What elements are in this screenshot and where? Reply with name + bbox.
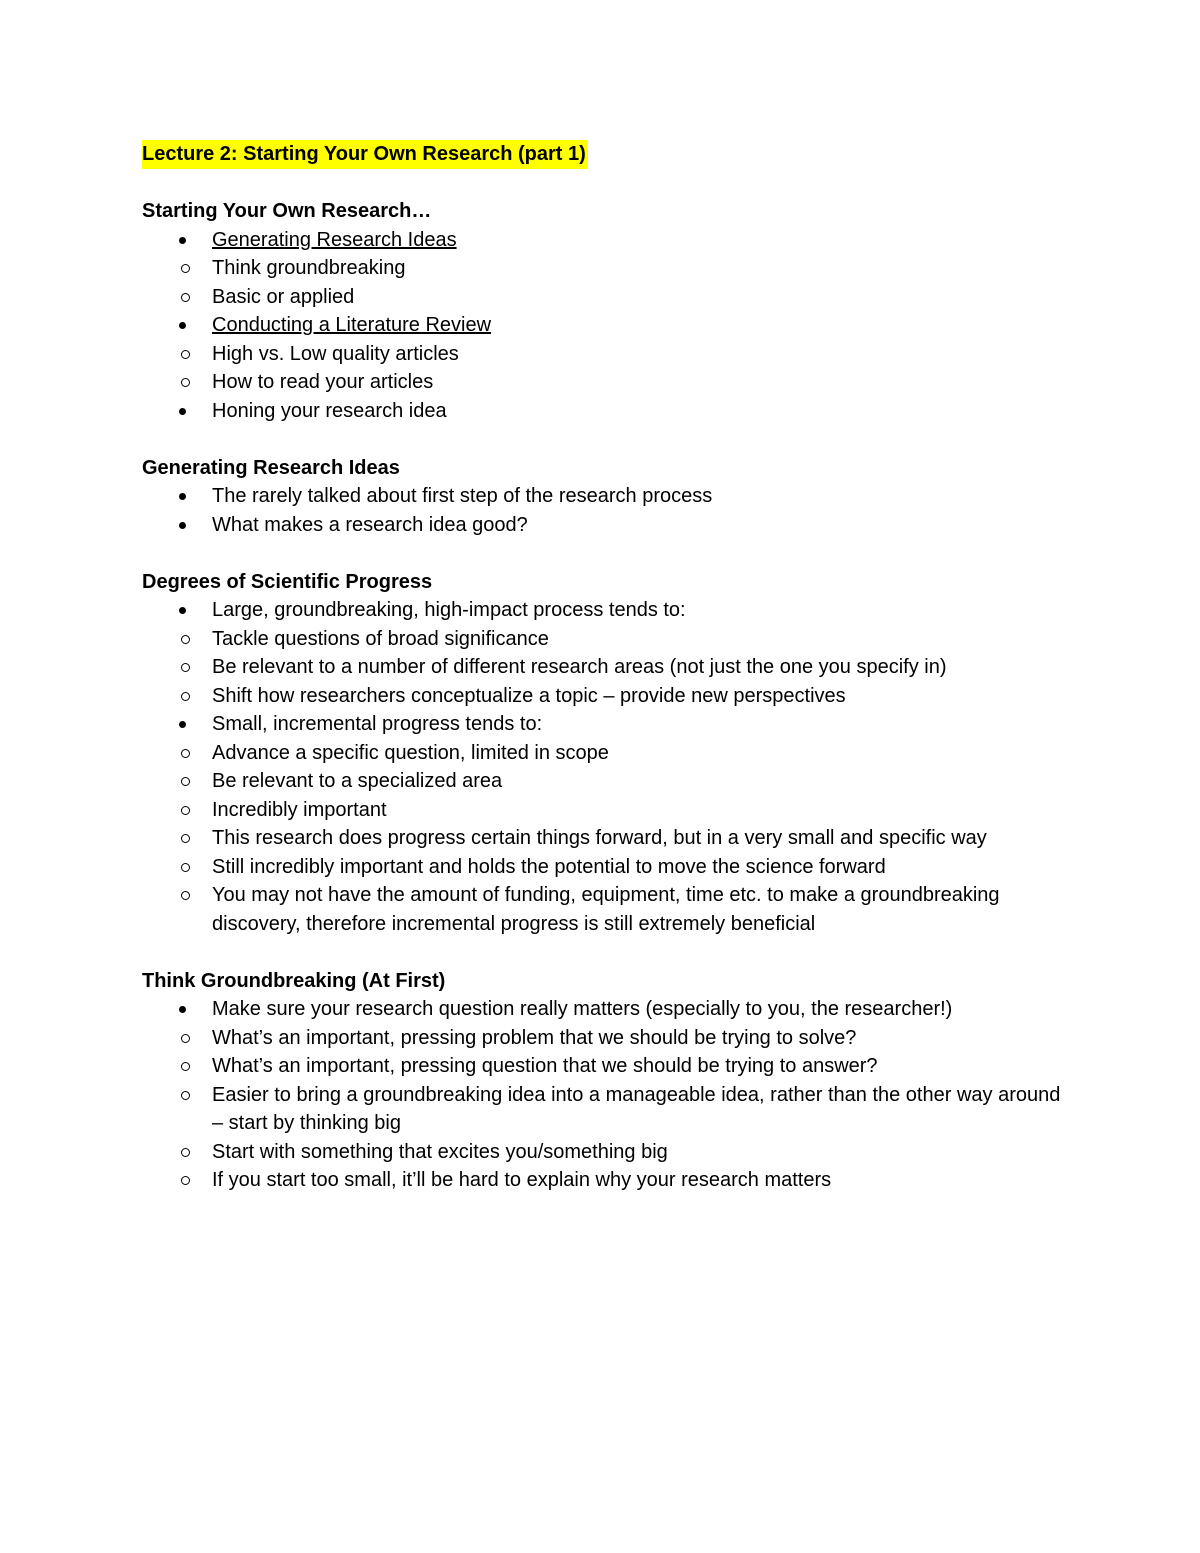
sub-list-item: Advance a specific question, limited in scope bbox=[212, 739, 1062, 768]
list-item: Large, groundbreaking, high-impact process tends to: bbox=[142, 596, 1062, 625]
bullet-list bbox=[142, 226, 1062, 426]
sub-list-item: Be relevant to a specialized area bbox=[212, 767, 1062, 796]
sub-list-item: Incredibly important bbox=[212, 796, 1062, 825]
sub-list bbox=[212, 340, 1062, 397]
bullet-list bbox=[142, 995, 1062, 1195]
sub-list-item: What’s an important, pressing question that we should be trying to answer? bbox=[212, 1052, 1062, 1081]
sub-list-item: This research does progress certain things forward, but in a very small and specific way bbox=[212, 824, 1062, 853]
sub-list bbox=[212, 254, 1062, 311]
section-heading: Degrees of Scientific Progress bbox=[142, 570, 433, 593]
bullet-list bbox=[142, 596, 1062, 938]
section-heading: Think Groundbreaking (At First) bbox=[142, 969, 446, 992]
lecture-title: Lecture 2: Starting Your Own Research (part 1) bbox=[142, 140, 1062, 169]
sub-list bbox=[212, 625, 1062, 711]
sub-list-item: Easier to bring a groundbreaking idea into a manageable idea, rather than the other way around – start by thinking big bbox=[212, 1081, 1062, 1138]
list-item: Generating Research Ideas bbox=[142, 226, 1062, 255]
sub-list-item: You may not have the amount of funding, equipment, time etc. to make a groundbreaking discovery, therefore incremental progress is still extremely beneficial bbox=[212, 881, 1062, 938]
section-heading: Generating Research Ideas bbox=[142, 456, 400, 479]
list-item: What makes a research idea good? bbox=[142, 511, 1062, 540]
sub-list bbox=[212, 1024, 1062, 1195]
sub-list bbox=[212, 739, 1062, 939]
sub-list-item: What’s an important, pressing problem that we should be trying to solve? bbox=[212, 1024, 1062, 1053]
list-item: Small, incremental progress tends to: bbox=[142, 710, 1062, 739]
list-item: The rarely talked about first step of the research process bbox=[142, 482, 1062, 511]
section-heading: Starting Your Own Research… bbox=[142, 200, 432, 222]
sub-list-item: Basic or applied bbox=[212, 283, 1062, 312]
sub-list-item: Be relevant to a number of different research areas (not just the one you specify in) bbox=[212, 653, 1062, 682]
sub-list-item: Start with something that excites you/something big bbox=[212, 1138, 1062, 1167]
sub-list-item: Think groundbreaking bbox=[212, 254, 1062, 283]
list-item: Conducting a Literature Review bbox=[142, 311, 1062, 340]
bullet-list bbox=[142, 482, 1062, 539]
list-item: Make sure your research question really matters (especially to you, the researcher!) bbox=[142, 995, 1062, 1024]
sub-list-item: Shift how researchers conceptualize a topic – provide new perspectives bbox=[212, 682, 1062, 711]
document-page bbox=[142, 140, 1062, 1195]
sub-list-item: Tackle questions of broad significance bbox=[212, 625, 1062, 654]
sub-list-item: If you start too small, it’ll be hard to explain why your research matters bbox=[212, 1166, 1062, 1195]
sub-list-item: Still incredibly important and holds the potential to move the science forward bbox=[212, 853, 1062, 882]
sub-list-item: High vs. Low quality articles bbox=[212, 340, 1062, 369]
sub-list-item: How to read your articles bbox=[212, 368, 1062, 397]
list-item: Honing your research idea bbox=[142, 397, 1062, 426]
